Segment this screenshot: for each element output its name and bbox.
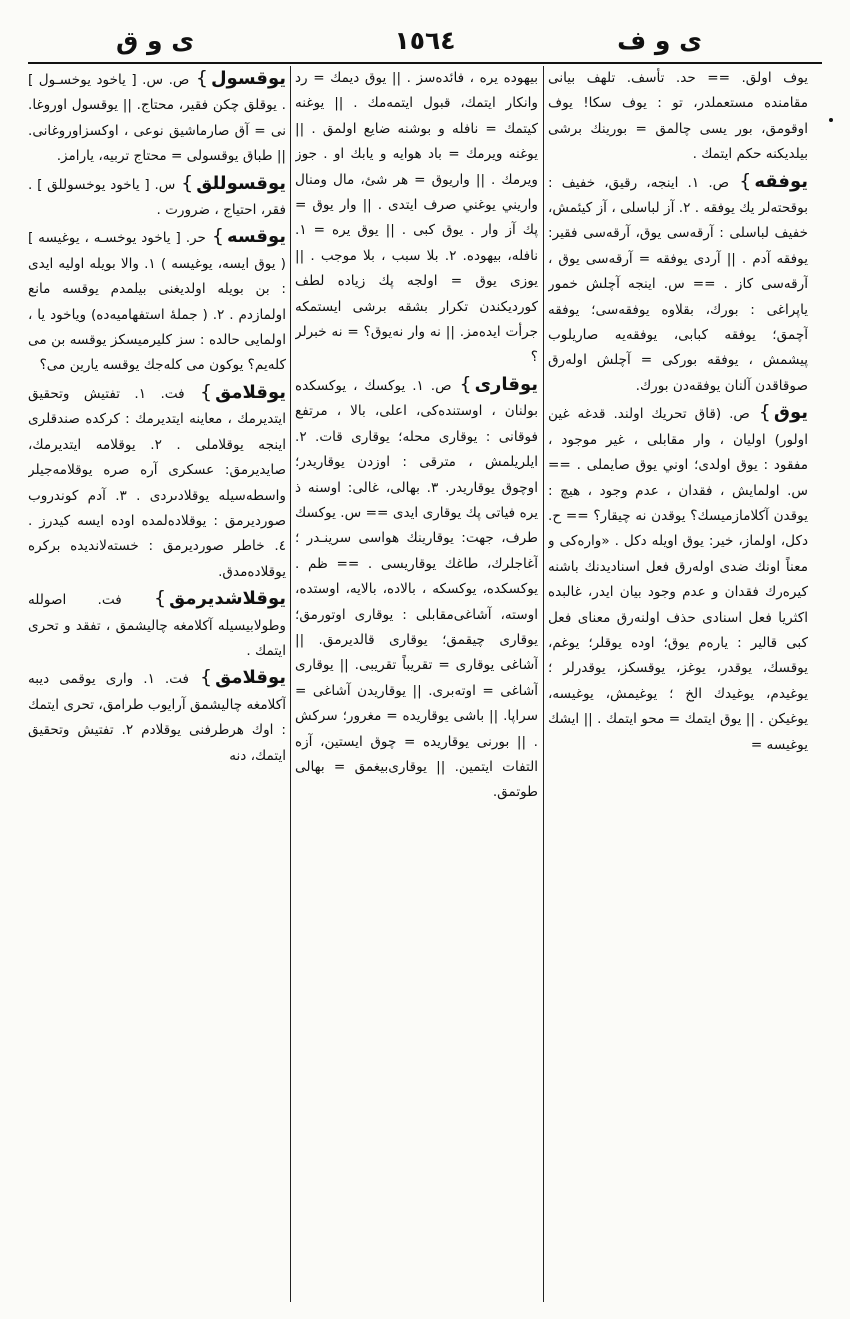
dictionary-entry bbox=[28, 665, 286, 769]
entry-text: ص. (قاق تحريك اولند. قدغه غين اولور) اوليان ، وار مقابلى ، غير موجود ، مفقود : يوق اولدى؛ اوني يوق صايملى . == س. اولمايش ، فقدان ، عدم وجود ، هيچ : يوقدن آكلامازميسك؟ يوقدن نه چيقار؟ == ح. دكل، اولماز، خير: يوق اويله دكل . «واره‌كى و معناً اونك ضدى اوله‌رق فعل اسناديدنك باشنه كيره‌رك فقدان و عدم وجود بيان ايدر، غالبده اكثريا فعل اسنادى حذف اولنه‌رق معناى فعل كبى قالير : يارەم يوق؛ اوده يوقلر؛ يوغم، يوقسك، يوقدر، يوغز، يوقسكز، يوقدرلر ؛ يوغيدم، يوغيدك الخ ؛ يوغيمش، يوغيسه، يوغيكن . || يوق ايتمك = محو ايتمك . || ايشك يوغيسه = bbox=[548, 406, 808, 753]
column-left bbox=[28, 66, 286, 1302]
dictionary-entry bbox=[28, 224, 286, 378]
brace-glyph: } bbox=[154, 587, 167, 610]
brace-glyph: } bbox=[195, 67, 208, 89]
entry-text: فت. ١. تفتيش وتحقيق ايتديرمك ، معاينه ايتديرمك : كركده صندقلرى اينجه يوقلاملى . ٢. يوقلامه ايتديرمك، صايديرمق: عسكرى آره صره يوقلامه‌جيلر واسطه‌سيله يوقلادىردى . ٣. آدم كوندروب صورديرمق : يوقلاده‌لمده اوده ايسه كيدرز . ٤. خاطر صورديرمق : خسته‌لانديده بركره يوقلاده‌مدق. bbox=[28, 385, 286, 580]
dictionary-entry bbox=[28, 380, 286, 585]
entry-headword: يوق bbox=[773, 402, 808, 424]
entry-text: فت. اصولله وطولابيسيله آكلامغه چاليشمق ، تفقد و تحرى ايتمك . bbox=[28, 592, 286, 659]
brace-glyph: } bbox=[758, 401, 771, 424]
entry-text: بيهوده يره ، فائده‌سز . || يوق ديمك = رد وانكار ايتمك، قبول ايتمه‌مك . || يوغنه كيتمك = نافله و بوشنه ضايع اولمق . || يوغنه ويرمك = باد هوايه و يابك او . جوز ويرمك . || واريوق = هر شئ، مال ومنال واريني يوغني صرف ايتدى . || وار يوق = پك آز وار . يوق كبى . || يوق يره = ١. نافله، بيهوده. ٢. بلا سبب ، بلا موجب . || يوزى يوق = اولجه پك زياده لطف كورديكندن تكرار بشقه برشى ايستمكه جرأت ايده‌مز. || نه وار نه‌يوق؟ = نه خبرلر ؟ bbox=[295, 70, 538, 366]
brace-glyph: } bbox=[181, 171, 194, 194]
brace-glyph: } bbox=[200, 380, 213, 403]
entry-text: ص. ١. اينجه، رقيق، خفيف : بوقحته‌لر يك يوفقه . ٢. آز لباسلى ، آز كيئمش، خفيف لباسلى : آرقه‌سى يوق، آرقه‌سى فقير: يوفقه آدم . || آردى يوفقه = آرقه‌سى يوق ، آرقه‌سى كاز . == س. اينجه آچلش خمور ياپراغى : بورك، بقلاوه يوفقه‌سى؛ يوفقه آچمق؛ يوفقه كبابى، يوفقه‌يه صاريلوب پيشمش ، يوفقه بوركى = آچلش اوله‌رق صوقاقدن آلنان يوفقه‌دن بورك. bbox=[548, 174, 808, 394]
entry-headword: يوقلاشديرمق bbox=[169, 588, 286, 610]
entry-headword: يوقارى bbox=[474, 373, 538, 395]
dictionary-entry bbox=[28, 586, 286, 664]
dictionary-entry bbox=[295, 372, 538, 806]
brace-glyph: } bbox=[459, 372, 472, 395]
page-header bbox=[28, 22, 822, 64]
dictionary-entry bbox=[28, 66, 286, 170]
entry-text: س. [ ياخود يوخسوللق ] . فقر، احتياج ، ضرورت . bbox=[28, 176, 286, 219]
header-right-word: ى و ف bbox=[617, 26, 702, 55]
dictionary-entry bbox=[548, 66, 808, 168]
column-right bbox=[548, 66, 808, 1302]
dictionary-entry bbox=[28, 171, 286, 224]
entry-headword: يوقلامق bbox=[215, 667, 286, 689]
column-middle bbox=[295, 66, 538, 1302]
entry-text: فت. ١. وارى يوقمى ديبه آكلامغه چاليشمق آرايوب طرامق، تحرى ايتمك : اوك هرطرفنى يوقلادم ٢. تفتيش وتحقيق ايتمك، دنه‌ bbox=[28, 671, 286, 764]
entry-headword: يوفقه bbox=[754, 170, 808, 192]
column-divider bbox=[543, 66, 544, 1302]
dictionary-entry bbox=[548, 400, 808, 758]
dictionary-entry bbox=[295, 66, 538, 371]
entry-text: ص. س. [ ياخود يوخسـول ] . يوقلق چكن فقير، محتاج. || يوقسول اوروغا. نى = آق صارماشيق نوعى ، اوكسزاوروغانى. || طباق يوقسولى = محتاج تربيه، يارامز. bbox=[28, 72, 286, 165]
column-divider bbox=[290, 66, 291, 1302]
entry-text: حر. [ ياخود يوخسـه ، يوغيسه ] ( يوق ايسه، يوغيسه ) ١. والا بويله اوليه ايدى : بن بويله اولديغنى بيلمدم يوقسه مانع اولمازدم . ٢. ( جملهٔ استفهاميه‌ده) وياخود يا ، اولمايى حالده : سز كليرميسكز يوقسه بن مى كله‌يم؟ يوكون مى كله‌جك يوقسه يارين مى؟ bbox=[28, 230, 286, 374]
entry-headword: يوقسه bbox=[226, 226, 286, 248]
entry-text: يوف اولق. == حد. تأسف. تلهف بيانى مقامنده مستعملدر، تو : يوف سكا! يوف اوقومق، بور يسى چالمق = بورينك برشى بيلديكنه حكم ايتمك . bbox=[548, 70, 808, 163]
margin-dot bbox=[829, 118, 833, 122]
brace-glyph: } bbox=[739, 169, 752, 192]
brace-glyph: } bbox=[211, 225, 224, 248]
brace-glyph: } bbox=[200, 666, 213, 689]
header-left-word: ى و ق bbox=[116, 26, 195, 55]
entry-headword: يوقسوللق bbox=[196, 172, 286, 194]
entry-text: ص. ١. يوكسك ، يوكسكده بولنان ، اوستنده‌كى، اعلى، بالا ، مرتفع فوقانى : يوقارى محله؛ يوقارى قات. ٢. ايلريلمش ، مترقى : اوزدن يوقاريدر؛ اوچوق يوقاريدر. ٣. بهالى، غالى: اوسنه ذ يره فياتى پك يوقارى ايدى == س. يوكسك طرف، جهت: يوقارينك هواسى سرينـدر ؛ آغاجلرك، طاغك يوقاريسى . == ظم . يوكسكده، يوكسكه ، بالاده، بالايه، اوستده، اوستە، آشاغى‌مقابلى : يوقارى اوتورمق؛ يوقارى چيقمق؛ يوقارى قالديرمق. || آشاغى يوقارى = تقريباً تقريبى. || يوقارى آشاغى = اوته‌برى. || يوقاريدن آشاغى = سراپا. || باشى يوقاريده = مغرور؛ سركش . || بورنى يوقاريده = چوق ايستين، آزه التفات ايتمين. || يوقارى‌بيغمق = بهالى طوتمق. bbox=[295, 377, 538, 801]
page-number: ١٥٦٤ bbox=[394, 26, 456, 55]
entry-headword: يوقسول bbox=[210, 68, 286, 89]
dictionary-entry bbox=[548, 169, 808, 400]
entry-headword: يوقلامق bbox=[215, 381, 286, 403]
